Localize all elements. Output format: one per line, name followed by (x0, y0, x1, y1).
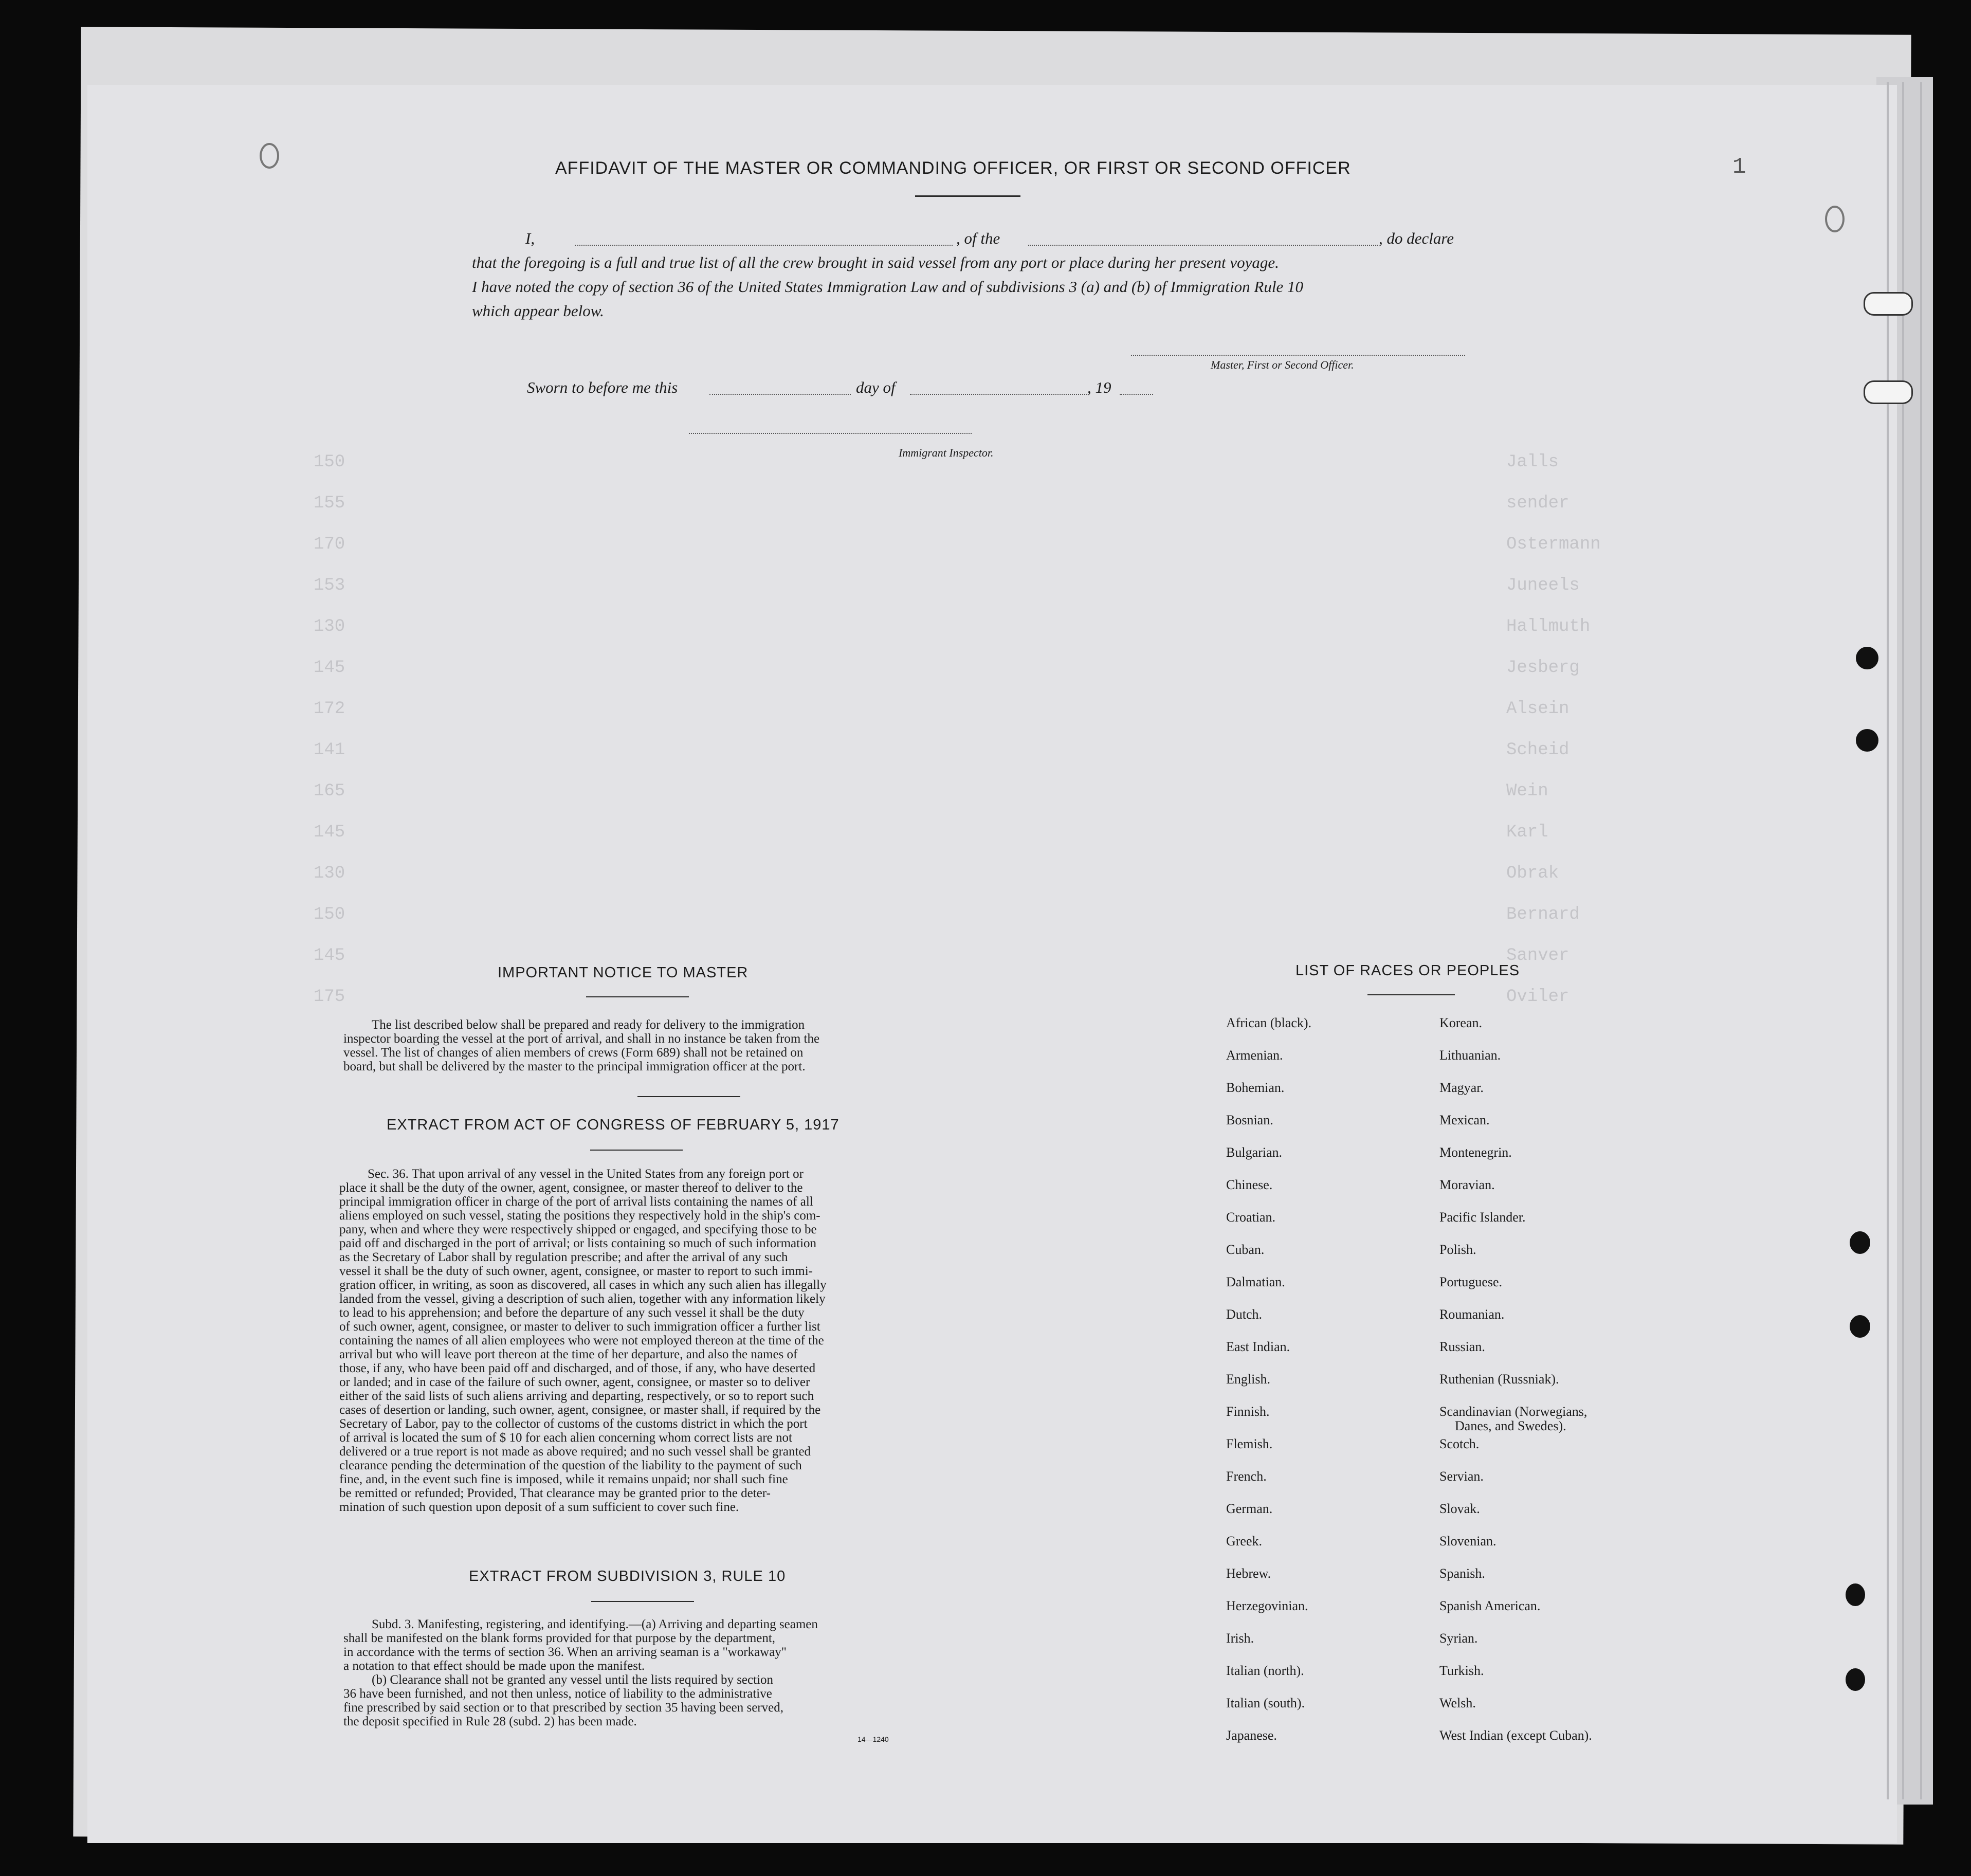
act-line: to lead to his apprehension; and before the departure of any such vessel it shall be the duty (339, 1306, 805, 1320)
race-item: Spanish. (1439, 1566, 1485, 1581)
punch-hole (1850, 1231, 1870, 1254)
race-item: Italian (south). (1226, 1696, 1305, 1710)
rule-line: shall be manifested on the blank forms provided for that purpose by the department, (343, 1631, 776, 1645)
act-line: of such owner, agent, consignee, or master to deliver to such immigration officer a further list (339, 1320, 820, 1334)
notice-end-rule (637, 1096, 740, 1097)
race-item: Turkish. (1439, 1663, 1484, 1678)
race-item: Cuban. (1226, 1242, 1265, 1257)
act-line: those, if any, who have been paid off and discharged, and of those, if any, who have deserted (339, 1361, 816, 1375)
bleed-name: Obrak (1506, 864, 1559, 883)
race-item: Dutch. (1226, 1307, 1263, 1322)
rule-line: the deposit specified in Rule 28 (subd. 2) has been made. (343, 1715, 637, 1728)
bleed-name: Ostermann (1506, 535, 1601, 554)
bleed-number: 172 (314, 699, 345, 719)
race-item: Scandinavian (Norwegians, (1439, 1404, 1587, 1419)
form-number: 14—1240 (857, 1735, 889, 1743)
sworn-day-label: day of (856, 378, 896, 396)
race-item: Welsh. (1439, 1696, 1476, 1710)
binder-hole (260, 143, 279, 169)
bleed-number: 175 (314, 987, 345, 1007)
race-item: Slovak. (1439, 1501, 1480, 1516)
punch-hole (1846, 1583, 1865, 1606)
sworn-day-field[interactable] (709, 394, 851, 395)
act-heading: EXTRACT FROM ACT OF CONGRESS OF FEBRUARY 5, 1917 (387, 1117, 840, 1133)
sworn-year-label: , 19 (1087, 378, 1111, 396)
act-text (339, 1167, 941, 1514)
act-line: be remitted or refunded; Provided, That clearance may be granted prior to the deter- (339, 1486, 771, 1500)
act-line: place it shall be the duty of the owner, agent, consignee, or master thereof to deliver to the (339, 1181, 803, 1195)
sworn-label: Sworn to before me this (527, 378, 678, 396)
page-number: 1 (1732, 154, 1746, 180)
rule-line: fine prescribed by said section or to that prescribed by section 35 having been served, (343, 1701, 783, 1715)
race-item: Chinese. (1226, 1177, 1273, 1192)
bleed-number: 170 (314, 535, 345, 554)
race-item: Portuguese. (1439, 1274, 1503, 1289)
race-item: Scotch. (1439, 1436, 1480, 1451)
bleed-number: 145 (314, 658, 345, 678)
race-item: Herzegovinian. (1226, 1598, 1308, 1613)
rule-heading: EXTRACT FROM SUBDIVISION 3, RULE 10 (469, 1568, 786, 1584)
declaration-line: that the foregoing is a full and true list of all the crew brought in said vessel from any port or place during her present voyage. (472, 253, 1279, 271)
bleed-number: 130 (314, 864, 345, 883)
act-line: gration officer, in writing, as soon as discovered, all cases in which any such alien has illegally (339, 1278, 827, 1292)
bleed-name: Jesberg (1506, 658, 1580, 678)
race-item: Croatian. (1226, 1210, 1276, 1225)
act-line: arrival but who will leave port thereon at the time of her departure, and also the names of (339, 1347, 798, 1361)
act-line: Secretary of Labor, pay to the collector of customs of the customs district in which the port (339, 1417, 808, 1431)
bleed-number: 150 (314, 905, 345, 924)
rule-rule (591, 1601, 694, 1602)
act-line: either of the said lists of such aliens arriving and departing, respectively, or so to report such (339, 1389, 814, 1403)
document-page (87, 85, 1897, 1843)
race-item: Mexican. (1439, 1113, 1490, 1127)
race-item: Ruthenian (Russniak). (1439, 1372, 1559, 1387)
act-line: clearance pending the determination of the question of the liability to the payment of such (339, 1459, 802, 1472)
punch-hole (1850, 1315, 1870, 1338)
act-line: pany, when and where they were respectively shipped or engaged, and specifying those to be (339, 1223, 817, 1236)
race-item: Korean. (1439, 1015, 1483, 1030)
vessel-name-field[interactable] (1028, 245, 1378, 246)
race-item: West Indian (except Cuban). (1439, 1728, 1592, 1743)
act-line: or landed; and in case of the failure of such owner, agent, consignee, or master so to deliver (339, 1375, 810, 1389)
race-item: Pacific Islander. (1439, 1210, 1526, 1225)
declaration-line: I have noted the copy of section 36 of the United States Immigration Law and of subdivisions 3 (a) and (b) of Immigration Rule 10 (472, 278, 1303, 296)
bleed-name: sender (1506, 494, 1570, 513)
act-line: delivered or a true report is not made as above required; and no such vessel shall be granted (339, 1445, 811, 1459)
declaration-line: which appear below. (472, 302, 604, 320)
act-line: mination of such question upon deposit of a sum sufficient to cover such fine. (339, 1500, 739, 1514)
race-item: Syrian. (1439, 1631, 1478, 1646)
act-line: as the Secretary of Labor shall by regulation prescribe; and after the arrival of any such (339, 1250, 788, 1264)
act-line: aliens employed on such vessel, stating the positions they respectively hold in the ship's com- (339, 1209, 820, 1223)
race-item: African (black). (1226, 1015, 1312, 1030)
race-item: Flemish. (1226, 1436, 1273, 1451)
race-item: Dalmatian. (1226, 1274, 1285, 1289)
race-item: Lithuanian. (1439, 1048, 1501, 1063)
bleed-name: Sanver (1506, 946, 1570, 966)
bleed-number: 145 (314, 946, 345, 966)
bleed-number: 165 (314, 781, 345, 801)
rule-line: in accordance with the terms of section 36. When an arriving seaman is a "workaway" (343, 1645, 787, 1659)
race-item: German. (1226, 1501, 1273, 1516)
race-item: Polish. (1439, 1242, 1476, 1257)
declarant-label: I, (525, 229, 535, 247)
race-item: Magyar. (1439, 1080, 1484, 1095)
act-line: principal immigration officer in charge of the port of arrival lists containing the names of all (339, 1195, 813, 1209)
race-item: French. (1226, 1469, 1267, 1484)
bleed-name: Karl (1506, 823, 1548, 842)
bleed-number: 141 (314, 740, 345, 760)
race-item: Danes, and Swedes). (1455, 1418, 1566, 1433)
bleed-name: Alsein (1506, 699, 1570, 719)
race-item: English. (1226, 1372, 1270, 1387)
act-line: of arrival is located the sum of $ 10 for each alien concerning whom correct lists are not (339, 1431, 792, 1445)
inspector-signature-field[interactable] (689, 433, 972, 434)
race-item: Montenegrin. (1439, 1145, 1512, 1160)
bleed-name: Hallmuth (1506, 617, 1591, 636)
bleed-number: 153 (314, 576, 345, 595)
race-item: Bulgarian. (1226, 1145, 1283, 1160)
act-rule (590, 1150, 683, 1151)
vessel-label: , of the (956, 229, 1000, 247)
act-line: fine, and, in the event such fine is imposed, while it remains unpaid; nor shall such fine (339, 1472, 788, 1486)
notice-heading: IMPORTANT NOTICE TO MASTER (498, 964, 749, 981)
page-edge (1887, 82, 1889, 1799)
bleed-number: 130 (314, 617, 345, 636)
sworn-year-field[interactable] (1120, 394, 1153, 395)
notice-line: vessel. The list of changes of alien members of crews (Form 689) shall not be retained on (343, 1046, 804, 1060)
act-line: landed from the vessel, giving a description of such alien, together with any information likely (339, 1292, 826, 1306)
bleed-name: Jalls (1506, 452, 1559, 472)
inspector-caption: Immigrant Inspector. (899, 446, 994, 459)
bleed-name: Bernard (1506, 905, 1580, 924)
race-item: East Indian. (1226, 1339, 1290, 1354)
punch-hole (1856, 729, 1878, 752)
title-rule (915, 195, 1020, 197)
races-rule (1367, 994, 1455, 995)
page-edge (1920, 82, 1922, 1799)
act-line: Sec. 36. That upon arrival of any vessel in the United States from any foreign port or (368, 1167, 804, 1181)
race-item: Greek. (1226, 1534, 1263, 1549)
race-item: Hebrew. (1226, 1566, 1271, 1581)
race-item: Russian. (1439, 1339, 1485, 1354)
race-item: Finnish. (1226, 1404, 1270, 1419)
notice-line: The list described below shall be prepared and ready for delivery to the immigration (372, 1018, 805, 1032)
bleed-number: 145 (314, 823, 345, 842)
bleed-name: Wein (1506, 781, 1548, 801)
notice-line: inspector boarding the vessel at the port of arrival, and shall in no instance be taken from the (343, 1032, 820, 1046)
bleed-number: 155 (314, 494, 345, 513)
punch-hole (1846, 1668, 1865, 1691)
race-item: Slovenian. (1439, 1534, 1496, 1549)
affidavit-title: AFFIDAVIT OF THE MASTER OR COMMANDING OFFICER, OR FIRST OR SECOND OFFICER (555, 158, 1351, 178)
race-item: Moravian. (1439, 1177, 1495, 1192)
signature-caption: Master, First or Second Officer. (1211, 358, 1354, 371)
rule-text (343, 1617, 947, 1728)
bleed-name: Juneels (1506, 576, 1580, 595)
bleed-name: Scheid (1506, 740, 1570, 760)
act-line: vessel it shall be the duty of such owner, agent, consignee, or master to report to such immi- (339, 1264, 813, 1278)
signature-field[interactable] (1131, 355, 1465, 356)
races-heading: LIST OF RACES OR PEOPLES (1295, 962, 1520, 979)
act-line: paid off and discharged in the port of arrival; or lists containing so much of such information (339, 1236, 817, 1250)
sworn-month-field[interactable] (910, 394, 1087, 395)
declare-label: , do declare (1379, 229, 1454, 247)
race-item: Servian. (1439, 1469, 1484, 1484)
act-line: containing the names of all alien employees who were not employed thereon at the time of the (339, 1334, 824, 1347)
rule-line: 36 have been furnished, and not then unless, notice of liability to the administrative (343, 1687, 772, 1701)
race-item: Armenian. (1226, 1048, 1283, 1063)
race-item: Spanish American. (1439, 1598, 1541, 1613)
binder-hole (1825, 206, 1845, 232)
rule-line: Subd. 3. Manifesting, registering, and identifying.—(a) Arriving and departing seamen (372, 1617, 818, 1631)
bleed-number: 150 (314, 452, 345, 472)
punch-hole (1856, 647, 1878, 669)
race-item: Italian (north). (1226, 1663, 1304, 1678)
race-item: Irish. (1226, 1631, 1254, 1646)
act-line: cases of desertion or landing, such owner, agent, consignee, or master shall, if required by the (339, 1403, 821, 1417)
race-item: Bosnian. (1226, 1113, 1273, 1127)
binder-clip (1864, 292, 1913, 316)
notice-rule (586, 996, 689, 997)
race-item: Bohemian. (1226, 1080, 1285, 1095)
rule-line: a notation to that effect should be made upon the manifest. (343, 1659, 645, 1673)
page-edge (1902, 82, 1904, 1799)
race-item: Japanese. (1226, 1728, 1277, 1743)
declarant-name-field[interactable] (575, 245, 953, 246)
rule-line: (b) Clearance shall not be granted any vessel until the lists required by section (372, 1673, 774, 1687)
race-item: Roumanian. (1439, 1307, 1505, 1322)
bleed-name: Oviler (1506, 987, 1570, 1007)
binder-clip (1864, 380, 1913, 404)
notice-line: board, but shall be delivered by the master to the principal immigration officer at the port. (343, 1060, 806, 1073)
notice-text (343, 1018, 942, 1073)
